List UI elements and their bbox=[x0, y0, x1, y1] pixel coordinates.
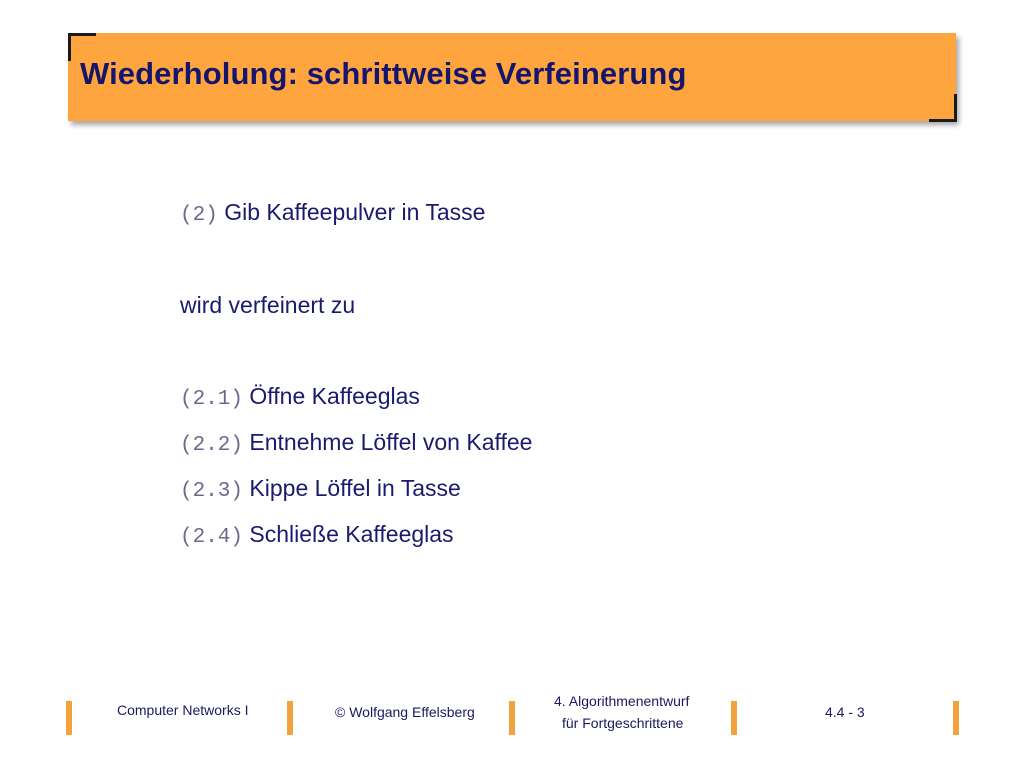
footer-divider bbox=[287, 701, 293, 735]
footer-page-number: 4.4 - 3 bbox=[825, 704, 865, 720]
connector-text: wird verfeinert zu bbox=[180, 292, 356, 318]
step-code: (2) bbox=[180, 204, 218, 227]
corner-bracket-top-left-v bbox=[68, 33, 71, 61]
footer-author: © Wolfgang Effelsberg bbox=[335, 704, 475, 720]
intro-step bbox=[180, 199, 485, 227]
refined-step bbox=[180, 521, 454, 549]
step-code: (2.2) bbox=[180, 434, 244, 457]
footer-divider bbox=[509, 701, 515, 735]
footer-chapter-line2: für Fortgeschrittene bbox=[562, 715, 684, 731]
corner-bracket-bottom-right-v bbox=[954, 94, 957, 122]
footer-divider bbox=[953, 701, 959, 735]
step-code: (2.4) bbox=[180, 526, 244, 549]
corner-bracket-top-left-h bbox=[68, 33, 96, 36]
step-text: Kippe Löffel in Tasse bbox=[249, 475, 461, 501]
corner-bracket-bottom-right-h bbox=[929, 119, 957, 122]
step-text: Schließe Kaffeeglas bbox=[249, 521, 454, 547]
footer-chapter-line1: 4. Algorithmenentwurf bbox=[554, 693, 690, 709]
step-text: Gib Kaffeepulver in Tasse bbox=[224, 199, 486, 225]
slide-title: Wiederholung: schrittweise Verfeinerung bbox=[80, 56, 687, 91]
footer-divider bbox=[66, 701, 72, 735]
footer-course: Computer Networks I bbox=[117, 702, 249, 718]
footer-divider bbox=[731, 701, 737, 735]
refined-step bbox=[180, 475, 461, 503]
step-text: Entnehme Löffel von Kaffee bbox=[249, 429, 533, 455]
refined-step bbox=[180, 429, 532, 457]
step-code: (2.3) bbox=[180, 480, 244, 503]
step-code: (2.1) bbox=[180, 388, 244, 411]
step-text: Öffne Kaffeeglas bbox=[249, 383, 420, 409]
refined-step bbox=[180, 383, 420, 411]
